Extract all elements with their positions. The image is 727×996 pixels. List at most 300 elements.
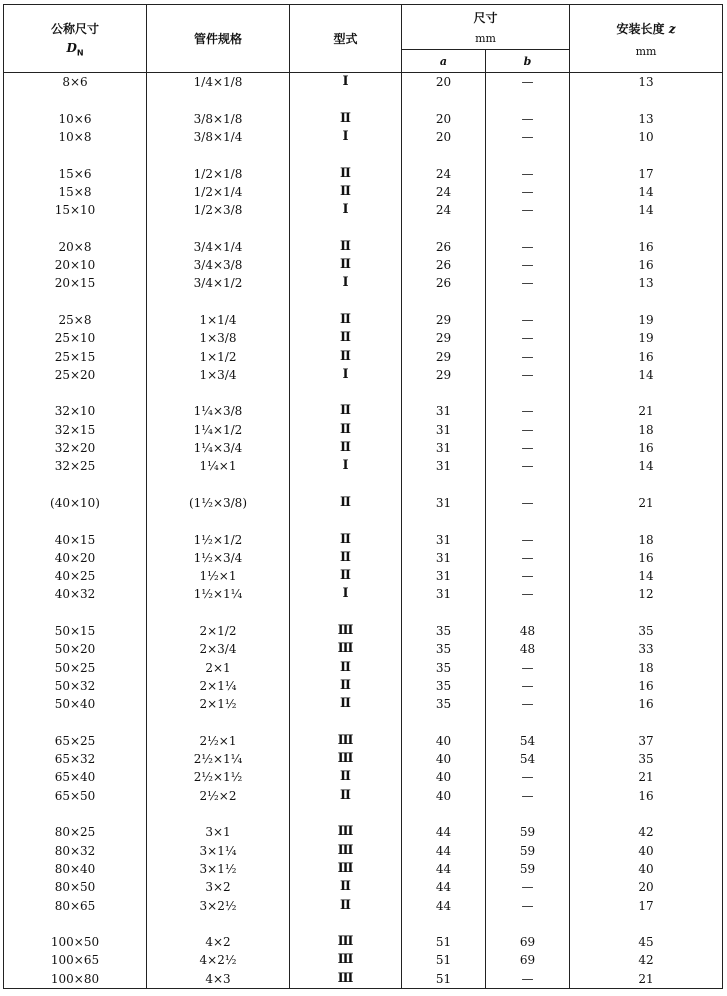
cell-nominal-size: 80×40 [4,860,147,878]
spacer-cell [486,384,570,402]
cell-fitting-spec: 1½×1/2 [147,530,290,548]
cell-type: Ⅱ [290,183,402,201]
cell-nominal-size: 65×50 [4,787,147,805]
table-spacer-row [4,476,723,494]
cell-b: 69 [486,951,570,969]
cell-nominal-size: 25×10 [4,329,147,347]
cell-type: Ⅲ [290,933,402,951]
cell-type: Ⅲ [290,841,402,859]
cell-nominal-size: 65×25 [4,732,147,750]
spacer-cell [4,476,147,494]
cell-fitting-spec: 4×3 [147,970,290,989]
table-row [4,787,723,805]
cell-install-length: 40 [570,860,723,878]
cell-b: — [486,970,570,989]
cell-nominal-size: 40×32 [4,585,147,603]
cell-install-length: 35 [570,622,723,640]
cell-b: — [486,896,570,914]
cell-a: 44 [402,823,486,841]
table-row [4,128,723,146]
table-spacer-row [4,293,723,311]
cell-install-length: 16 [570,549,723,567]
spacer-cell [147,476,290,494]
cell-nominal-size: 80×32 [4,841,147,859]
header-nominal-size [4,5,147,73]
cell-b: — [486,567,570,585]
cell-install-length: 19 [570,329,723,347]
cell-nominal-size: 15×8 [4,183,147,201]
cell-install-length: 20 [570,878,723,896]
header-type: 型式 [290,5,402,73]
cell-type: Ⅲ [290,640,402,658]
cell-fitting-spec: 1½×1 [147,567,290,585]
cell-a: 35 [402,640,486,658]
cell-b: 59 [486,841,570,859]
cell-nominal-size: 32×25 [4,457,147,475]
cell-fitting-spec: 1/2×1/8 [147,164,290,182]
cell-b: — [486,128,570,146]
table-row [4,970,723,989]
cell-a: 29 [402,329,486,347]
cell-type: Ⅰ [290,128,402,146]
cell-install-length: 21 [570,402,723,420]
cell-b: — [486,329,570,347]
cell-a: 24 [402,164,486,182]
cell-type: Ⅱ [290,439,402,457]
table-row [4,274,723,292]
cell-nominal-size: 50×32 [4,677,147,695]
spacer-cell [486,91,570,109]
reducer-dimension-table [3,4,723,989]
cell-type: Ⅰ [290,73,402,92]
table-spacer-row [4,915,723,933]
cell-b: — [486,659,570,677]
spacer-cell [402,915,486,933]
table-row [4,567,723,585]
cell-b: — [486,183,570,201]
cell-install-length: 13 [570,73,723,92]
spacer-cell [570,293,723,311]
spacer-cell [570,91,723,109]
cell-a: 44 [402,860,486,878]
cell-fitting-spec: 2½×1 [147,732,290,750]
header-fitting-spec: 管件规格 [147,5,290,73]
cell-b: — [486,110,570,128]
cell-nominal-size: 25×8 [4,311,147,329]
cell-a: 31 [402,439,486,457]
table-row [4,164,723,182]
header-dimensions [402,5,570,50]
header-install-length-label: 安装长度 [616,21,665,36]
cell-nominal-size: 15×6 [4,164,147,182]
spacer-cell [486,476,570,494]
spacer-cell [147,713,290,731]
table-row [4,311,723,329]
spacer-cell [486,713,570,731]
cell-install-length: 14 [570,567,723,585]
cell-fitting-spec: 1¼×1/2 [147,421,290,439]
cell-nominal-size: 80×65 [4,896,147,914]
cell-b: 54 [486,732,570,750]
table-row [4,421,723,439]
cell-fitting-spec: 3/4×1/2 [147,274,290,292]
cell-nominal-size: 40×25 [4,567,147,585]
cell-a: 51 [402,951,486,969]
cell-b: — [486,878,570,896]
header-col-b: b [486,50,570,73]
cell-b: 54 [486,750,570,768]
cell-type: Ⅱ [290,110,402,128]
cell-type: Ⅱ [290,347,402,365]
spacer-cell [402,512,486,530]
cell-install-length: 16 [570,439,723,457]
spacer-cell [486,293,570,311]
cell-nominal-size: 15×10 [4,201,147,219]
spacer-cell [570,476,723,494]
cell-nominal-size: 65×40 [4,768,147,786]
cell-type: Ⅲ [290,750,402,768]
spacer-cell [290,91,402,109]
cell-b: — [486,347,570,365]
cell-install-length: 42 [570,951,723,969]
table-row [4,732,723,750]
spacer-cell [290,713,402,731]
cell-install-length: 37 [570,732,723,750]
table-row [4,951,723,969]
cell-a: 35 [402,677,486,695]
cell-fitting-spec: 2×1½ [147,695,290,713]
spacer-cell [4,604,147,622]
spacer-cell [402,146,486,164]
cell-a: 35 [402,695,486,713]
cell-install-length: 14 [570,457,723,475]
header-nominal-size-label: 公称尺寸 [50,21,99,36]
cell-type: Ⅱ [290,677,402,695]
cell-nominal-size: 100×50 [4,933,147,951]
cell-fitting-spec: 1/2×1/4 [147,183,290,201]
cell-b: — [486,530,570,548]
cell-nominal-size: 100×65 [4,951,147,969]
table-row [4,640,723,658]
cell-a: 20 [402,110,486,128]
cell-type: Ⅱ [290,530,402,548]
table-spacer-row [4,713,723,731]
spacer-cell [4,805,147,823]
cell-a: 51 [402,970,486,989]
cell-type: Ⅱ [290,238,402,256]
table-spacer-row [4,512,723,530]
table-spacer-row [4,146,723,164]
cell-b: — [486,274,570,292]
cell-a: 31 [402,421,486,439]
table-spacer-row [4,219,723,237]
spacer-cell [4,915,147,933]
table-row [4,457,723,475]
cell-nominal-size: 20×15 [4,274,147,292]
spacer-cell [4,219,147,237]
cell-type: Ⅲ [290,951,402,969]
cell-install-length: 16 [570,677,723,695]
cell-nominal-size: 40×20 [4,549,147,567]
table-row [4,366,723,384]
cell-type: Ⅲ [290,622,402,640]
cell-b: 48 [486,640,570,658]
spacer-cell [486,805,570,823]
cell-a: 44 [402,841,486,859]
spacer-cell [147,805,290,823]
cell-nominal-size: 25×15 [4,347,147,365]
cell-b: — [486,585,570,603]
cell-fitting-spec: 2×1/2 [147,622,290,640]
header-nominal-subscript: N [76,48,84,58]
cell-fitting-spec: 1×1/2 [147,347,290,365]
cell-a: 31 [402,530,486,548]
cell-a: 26 [402,238,486,256]
cell-install-length: 10 [570,128,723,146]
cell-fitting-spec: 3/8×1/8 [147,110,290,128]
table-row [4,347,723,365]
cell-fitting-spec: 1×3/4 [147,366,290,384]
cell-nominal-size: 80×25 [4,823,147,841]
cell-a: 40 [402,768,486,786]
spacer-cell [402,91,486,109]
cell-nominal-size: 25×20 [4,366,147,384]
spacer-cell [147,915,290,933]
cell-fitting-spec: 3/4×1/4 [147,238,290,256]
cell-nominal-size: 32×10 [4,402,147,420]
cell-b: — [486,73,570,92]
cell-fitting-spec: 2½×1½ [147,768,290,786]
cell-type: Ⅱ [290,164,402,182]
cell-nominal-size: (40×10) [4,494,147,512]
cell-fitting-spec: 2½×1¼ [147,750,290,768]
cell-a: 24 [402,183,486,201]
table-row [4,622,723,640]
cell-fitting-spec: (1½×3/8) [147,494,290,512]
spacer-cell [4,384,147,402]
spacer-cell [147,384,290,402]
table-body [4,73,723,989]
table-row [4,549,723,567]
spacer-cell [290,476,402,494]
cell-install-length: 40 [570,841,723,859]
cell-install-length: 35 [570,750,723,768]
cell-type: Ⅰ [290,585,402,603]
spacer-cell [486,604,570,622]
cell-a: 51 [402,933,486,951]
spacer-cell [402,476,486,494]
cell-type: Ⅱ [290,494,402,512]
table-row [4,256,723,274]
table-row [4,402,723,420]
cell-nominal-size: 8×6 [4,73,147,92]
cell-fitting-spec: 1/2×3/8 [147,201,290,219]
table-row [4,677,723,695]
cell-nominal-size: 100×80 [4,970,147,989]
cell-type: Ⅱ [290,896,402,914]
cell-b: — [486,402,570,420]
cell-type: Ⅱ [290,256,402,274]
cell-type: Ⅱ [290,421,402,439]
header-nominal-symbol: D [66,40,77,55]
cell-type: Ⅱ [290,567,402,585]
cell-fitting-spec: 1×1/4 [147,311,290,329]
cell-type: Ⅰ [290,457,402,475]
spacer-cell [290,915,402,933]
cell-fitting-spec: 2½×2 [147,787,290,805]
cell-nominal-size: 10×8 [4,128,147,146]
cell-install-length: 14 [570,366,723,384]
cell-nominal-size: 50×40 [4,695,147,713]
spacer-cell [570,915,723,933]
table-row [4,329,723,347]
spacer-cell [147,91,290,109]
cell-fitting-spec: 3×1 [147,823,290,841]
spacer-cell [486,219,570,237]
spacer-cell [402,805,486,823]
cell-fitting-spec: 3/8×1/4 [147,128,290,146]
cell-fitting-spec: 3×2½ [147,896,290,914]
cell-install-length: 16 [570,695,723,713]
cell-fitting-spec: 2×1¼ [147,677,290,695]
cell-type: Ⅱ [290,768,402,786]
table-row [4,659,723,677]
cell-type: Ⅱ [290,787,402,805]
cell-b: — [486,787,570,805]
cell-a: 29 [402,366,486,384]
table-row [4,878,723,896]
cell-a: 31 [402,585,486,603]
cell-a: 26 [402,256,486,274]
spacer-cell [570,713,723,731]
table-header [4,5,723,73]
cell-b: — [486,494,570,512]
cell-a: 20 [402,73,486,92]
cell-a: 31 [402,567,486,585]
cell-b: — [486,164,570,182]
spacer-cell [147,604,290,622]
spacer-cell [4,91,147,109]
cell-type: Ⅰ [290,366,402,384]
cell-nominal-size: 50×20 [4,640,147,658]
spacer-cell [290,512,402,530]
cell-type: Ⅰ [290,201,402,219]
cell-type: Ⅱ [290,329,402,347]
cell-install-length: 21 [570,970,723,989]
cell-nominal-size: 10×6 [4,110,147,128]
cell-fitting-spec: 1/4×1/8 [147,73,290,92]
cell-install-length: 13 [570,274,723,292]
cell-install-length: 14 [570,183,723,201]
header-install-unit: mm [635,44,657,58]
spacer-cell [4,713,147,731]
cell-fitting-spec: 4×2½ [147,951,290,969]
cell-type: Ⅱ [290,549,402,567]
cell-type: Ⅱ [290,695,402,713]
cell-a: 40 [402,732,486,750]
table-row [4,183,723,201]
cell-install-length: 18 [570,659,723,677]
table-spacer-row [4,91,723,109]
cell-type: Ⅱ [290,878,402,896]
spacer-cell [147,146,290,164]
cell-type: Ⅲ [290,860,402,878]
cell-nominal-size: 65×32 [4,750,147,768]
spacer-cell [147,219,290,237]
table-row [4,439,723,457]
spacer-cell [4,512,147,530]
table-spacer-row [4,384,723,402]
cell-fitting-spec: 1½×3/4 [147,549,290,567]
spacer-cell [570,219,723,237]
cell-nominal-size: 50×15 [4,622,147,640]
cell-install-length: 16 [570,256,723,274]
table-row [4,530,723,548]
spacer-cell [290,219,402,237]
header-dimensions-unit: mm [475,32,496,45]
spacer-cell [402,293,486,311]
spacer-cell [486,512,570,530]
cell-fitting-spec: 3×1½ [147,860,290,878]
cell-b: — [486,366,570,384]
table-row [4,695,723,713]
spacer-cell [4,146,147,164]
cell-fitting-spec: 2×1 [147,659,290,677]
spacer-cell [402,604,486,622]
cell-nominal-size: 32×20 [4,439,147,457]
cell-type: Ⅲ [290,970,402,989]
cell-fitting-spec: 3×2 [147,878,290,896]
cell-a: 44 [402,878,486,896]
spacer-cell [147,293,290,311]
cell-install-length: 21 [570,768,723,786]
cell-install-length: 12 [570,585,723,603]
cell-install-length: 18 [570,421,723,439]
cell-b: — [486,439,570,457]
table-row [4,201,723,219]
cell-a: 31 [402,549,486,567]
cell-fitting-spec: 1×3/8 [147,329,290,347]
spacer-cell [290,805,402,823]
spacer-cell [570,805,723,823]
cell-install-length: 42 [570,823,723,841]
cell-b: — [486,549,570,567]
spacer-cell [570,512,723,530]
table-spacer-row [4,805,723,823]
spacer-cell [570,384,723,402]
cell-install-length: 17 [570,896,723,914]
cell-a: 44 [402,896,486,914]
cell-install-length: 16 [570,787,723,805]
table-spacer-row [4,604,723,622]
cell-type: Ⅱ [290,659,402,677]
cell-install-length: 33 [570,640,723,658]
cell-b: — [486,238,570,256]
spacer-cell [290,604,402,622]
cell-type: Ⅲ [290,732,402,750]
cell-fitting-spec: 2×3/4 [147,640,290,658]
table-row [4,896,723,914]
cell-nominal-size: 32×15 [4,421,147,439]
cell-fitting-spec: 3×1¼ [147,841,290,859]
cell-b: — [486,457,570,475]
cell-b: — [486,311,570,329]
spacer-cell [147,512,290,530]
cell-b: — [486,201,570,219]
table-row [4,110,723,128]
spacer-cell [486,915,570,933]
table-row [4,750,723,768]
